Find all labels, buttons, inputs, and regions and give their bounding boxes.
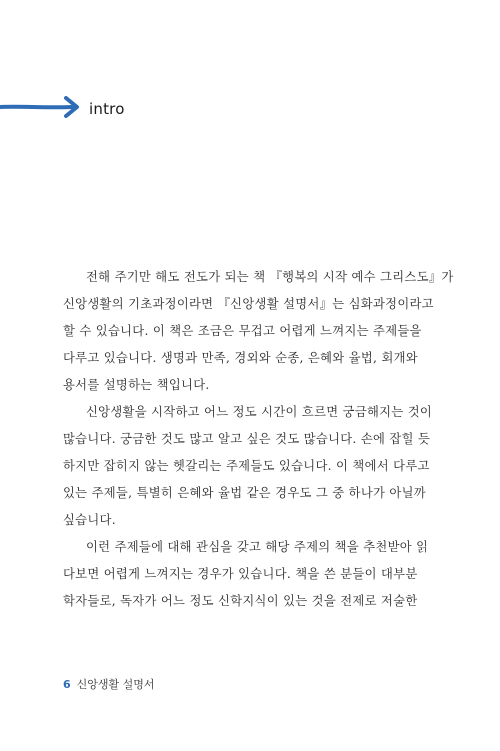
page-number: 6 bbox=[63, 678, 71, 691]
body-text bbox=[63, 264, 454, 615]
text-line: 학자들로, 독자가 어느 정도 신학지식이 있는 것을 전제로 저술한 bbox=[63, 594, 418, 608]
arrow-icon bbox=[0, 92, 90, 122]
text-line: 많습니다. 궁금한 것도 많고 알고 싶은 것도 많습니다. 손에 잡힐 듯 bbox=[63, 432, 431, 446]
text-line: 용서를 설명하는 책입니다. bbox=[63, 378, 210, 392]
paragraph bbox=[63, 264, 454, 399]
text-line: 있는 주제들, 특별히 은혜와 율법 같은 경우도 그 중 하나가 아닐까 bbox=[63, 486, 426, 500]
text-line: 이런 주제들에 대해 관심을 갖고 해당 주제의 책을 추천받아 읽 bbox=[86, 540, 429, 554]
section-title: intro bbox=[89, 100, 125, 118]
running-title: 신앙생활 설명서 bbox=[76, 678, 155, 691]
paragraph bbox=[63, 534, 435, 615]
text-line: 신앙생활의 기초과정이라면 『신앙생활 설명서』는 심화과정이라고 bbox=[63, 297, 434, 311]
page-footer bbox=[63, 676, 155, 692]
paragraph bbox=[63, 399, 435, 534]
text-line: 다보면 어렵게 느껴지는 경우가 있습니다. 책을 쓴 분들이 대부분 bbox=[63, 567, 418, 581]
text-line: 싶습니다. bbox=[63, 513, 116, 527]
text-line: 신앙생활을 시작하고 어느 정도 시간이 흐르면 궁금해지는 것이 bbox=[86, 405, 433, 419]
text-line: 전해 주기만 해도 전도가 되는 책 『행복의 시작 예수 그리스도』가 bbox=[86, 270, 454, 284]
text-line: 할 수 있습니다. 이 책은 조금은 무겁고 어렵게 느껴지는 주제들을 bbox=[63, 324, 422, 338]
text-line: 다루고 있습니다. 생명과 만족, 경외와 순종, 은혜와 율법, 회개와 bbox=[63, 351, 418, 365]
text-line: 하지만 잡히지 않는 헷갈리는 주제들도 있습니다. 이 책에서 다루고 bbox=[63, 459, 430, 473]
